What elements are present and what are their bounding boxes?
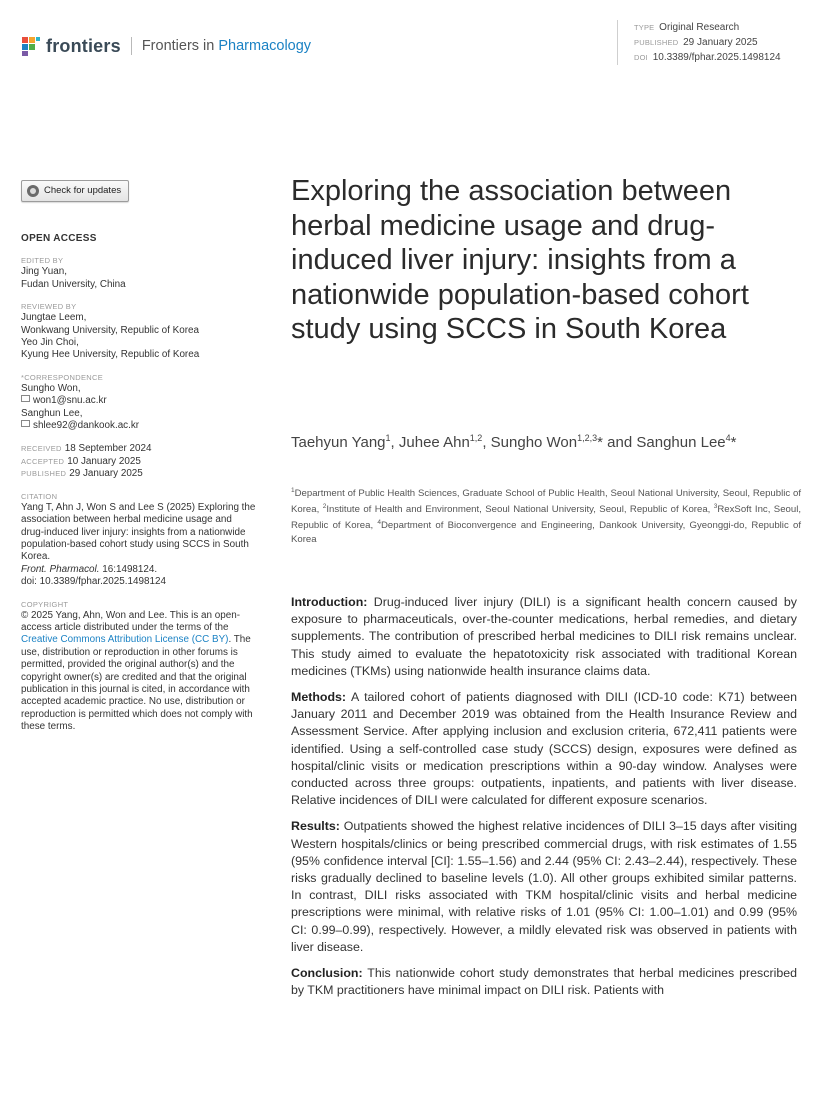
editor-name: Jing Yuan, [21, 266, 67, 278]
crossmark-icon [27, 185, 39, 197]
open-access-label: OPEN ACCESS [21, 233, 97, 244]
author-name[interactable]: Juhee Ahn [398, 434, 470, 451]
cc-by-license-link[interactable]: Creative Commons Attribution License (CC BY) [21, 634, 229, 646]
article-dates [21, 443, 257, 480]
meta-published-label: PUBLISHED [634, 38, 679, 47]
author-name[interactable]: Taehyun Yang [291, 434, 386, 451]
accepted-label: ACCEPTED [21, 456, 65, 466]
abstract-heading: Conclusion: [291, 966, 363, 981]
meta-doi [634, 50, 781, 65]
received-date [21, 443, 257, 455]
frontiers-logo[interactable] [20, 35, 121, 57]
reviewed-by [21, 302, 257, 362]
accepted-date [21, 456, 257, 468]
logo-text: frontiers [46, 35, 121, 56]
journal-name[interactable] [142, 38, 311, 54]
corresponding-author-name: Sungho Won, [21, 382, 81, 394]
journal-prefix: Frontiers in [141, 38, 219, 54]
author-name[interactable]: Sanghun Lee [636, 434, 726, 451]
affiliation-text: Institute of Health and Environment, Seoul National University, Seoul, Republic of Korea, [326, 504, 714, 516]
abstract-heading: Methods: [291, 690, 347, 705]
abstract-text: Drug-induced liver injury (DILI) is a significant health concern caused by exposure to pharmaceuticals, over-the-counter medications, herbal remedies, and dietary supplements. The contribution of prescribed herbal medicines to DILI risk remains unclear. This study aimed to evaluate the hepatotoxicity risk associated with traditional Korean medicines (TKMs) using nationwide health insurance claims data. [291, 595, 797, 678]
author-conjunction: and [607, 434, 633, 451]
citation-journal: Front. Pharmacol. [21, 563, 100, 575]
correspondence-label: *CORRESPONDENCE [21, 372, 104, 382]
frontiers-logo-icon [20, 35, 42, 57]
author-affiliation-sup: 1,2 [469, 433, 483, 443]
check-for-updates-button[interactable] [21, 180, 129, 202]
meta-doi-label: DOI [634, 53, 648, 62]
corresponding-email-line [21, 395, 257, 407]
sidebar [21, 180, 257, 734]
accepted-value: 10 January 2025 [67, 455, 141, 467]
author-affiliation-sup: 1,2,3 [577, 433, 598, 443]
mail-icon [21, 395, 30, 402]
abstract-methods [291, 689, 797, 809]
meta-published-value: 29 January 2025 [683, 37, 758, 48]
affiliations [291, 484, 801, 546]
reviewer-affiliation: Wonkwang University, Republic of Korea [21, 324, 200, 336]
meta-type-label: TYPE [634, 23, 655, 32]
meta-doi-value[interactable]: 10.3389/fphar.2025.1498124 [652, 52, 781, 63]
abstract-introduction [291, 594, 797, 680]
mail-icon [21, 420, 30, 427]
copyright-label: COPYRIGHT [21, 599, 69, 609]
author-affiliation-sup: 1 [385, 433, 391, 443]
reviewer-affiliation: Kyung Hee University, Republic of Korea [21, 349, 200, 361]
abstract-heading: Results: [291, 819, 340, 834]
copyright-text-part: . The use, distribution or reproduction in other forums is permitted, provided the original author(s) and the copyright owner(s) are credited and that the original publication in this journal is cited, in accordance with accepted academic practice. No use, distribution or reproduction is permitted which does not comply with these terms. [21, 634, 253, 733]
abstract-results [291, 818, 797, 956]
citation-volume: 16:1498124. [99, 563, 158, 575]
reviewer-name: Yeo Jin Choi, [21, 337, 79, 349]
affiliation-text: Department of Public Health Sciences, Graduate School of Public Health, Seoul National University, Seoul, Republic of Korea, [291, 488, 801, 516]
header-divider [131, 37, 132, 55]
affiliation-sup: 3 [713, 503, 718, 511]
citation-doi[interactable]: doi: 10.3389/fphar.2025.1498124 [21, 576, 166, 588]
abstract-conclusion [291, 965, 797, 999]
meta-published [634, 35, 781, 50]
abstract [291, 594, 797, 1008]
correspondence [21, 373, 257, 433]
citation [21, 492, 257, 589]
edited-by-label: EDITED BY [21, 256, 64, 266]
corresponding-email[interactable]: shlee92@dankook.ac.kr [33, 420, 140, 432]
corresponding-email-line [21, 420, 257, 432]
copyright-text-part: © 2025 Yang, Ahn, Won and Lee. This is an open-access article distributed under the terms of the [21, 609, 241, 633]
article-title: Exploring the association between herbal medicine usage and drug-induced liver injury: insights from a nationwide population-based cohort study using SCCS in South Korea [291, 175, 749, 345]
reviewed-by-label: REVIEWED BY [21, 302, 77, 312]
meta-type-value: Original Research [659, 22, 740, 33]
meta-type [634, 20, 781, 35]
corresponding-author-name: Sanghun Lee, [21, 407, 83, 419]
journal-accent: Pharmacology [218, 38, 312, 54]
article-meta [617, 20, 781, 65]
citation-label: CITATION [21, 491, 58, 501]
copyright-text [21, 610, 257, 734]
check-updates-label: Check for updates [44, 184, 122, 196]
citation-journal-line [21, 564, 257, 576]
abstract-heading: Introduction: [291, 595, 368, 609]
abstract-text: A tailored cohort of patients diagnosed with DILI (ICD-10 code: K71) between January 2011 and December 2019 was obtained from the Health Insurance Review and Assessment Service. After applying inclusion and exclusion criteria, 672,411 patients were identified. Using a self-controlled case study (SCCS) design, exposures were defined as hospital/clinic visits or medication prescriptions within a 90-day window. Analyses were conducted across three groups: outpatients, inpatients, and patients with liver disease. Relative incidences of DILI were calculated for different exposure scenarios. [291, 690, 798, 808]
author-name[interactable]: Sungho Won [490, 434, 578, 451]
corresponding-email[interactable]: won1@snu.ac.kr [33, 395, 107, 407]
citation-text: Yang T, Ahn J, Won S and Lee S (2025) Exploring the association between herbal medicine usage and drug-induced liver injury: insights from a nationwide population-based cohort study using SCCS in South Korea. [21, 501, 256, 563]
received-label: RECEIVED [21, 444, 62, 454]
copyright [21, 600, 257, 734]
page-header [20, 28, 311, 64]
reviewer-name: Jungtae Leem, [21, 312, 87, 324]
affiliation-sup: 4 [377, 519, 381, 527]
editor-affiliation: Fudan University, China [21, 278, 126, 290]
published-date [21, 468, 257, 480]
published-label: PUBLISHED [21, 469, 67, 479]
abstract-text: Outpatients showed the highest relative incidences of DILI 3–15 days after visiting Western hospitals/clinics or being prescribed commercial drugs, with risk estimates of 1.55 (95% confidence interval [CI]: 1.55–1.56) and 2.44 (95% CI: 2.43–2.44), respectively. These risks gradually declined to baseline levels (1.0). All other groups exhibited similar patterns. In contrast, DILI risks associated with TKM hospital/clinic visits and herbal medicine prescriptions were minimal, with relative risks of 1.01 (95% CI: 1.00–1.01) and 0.99 (95% CI: 0.99–0.99), respectively. However, a mildly elevated risk was observed in patients with liver disease. [291, 819, 797, 954]
edited-by [21, 256, 257, 291]
affiliation-sup: 1 [291, 487, 295, 494]
abstract-text: This nationwide cohort study demonstrates that herbal medicines prescribed by TKM practitioners have minimal impact on DILI risk. Patients with [291, 966, 798, 998]
received-value: 18 September 2024 [64, 443, 152, 455]
author-affiliation-sup: 4 [725, 433, 731, 443]
author-list: Taehyun Yang$^1$, Juhee Ahn$^{1,2}$, Sungho Won$^{1,2,3}$* and Sanghun Lee$^4$* [291, 433, 737, 451]
affiliation-text: Department of Bioconvergence and Engineering, Dankook University, Gyeonggi-do, Republic of Korea [291, 520, 801, 545]
affiliation-sup: 2 [322, 503, 327, 511]
affiliation-text: RexSoft Inc, Seoul, Republic of Korea, [291, 504, 801, 532]
published-value: 29 January 2025 [69, 468, 143, 480]
